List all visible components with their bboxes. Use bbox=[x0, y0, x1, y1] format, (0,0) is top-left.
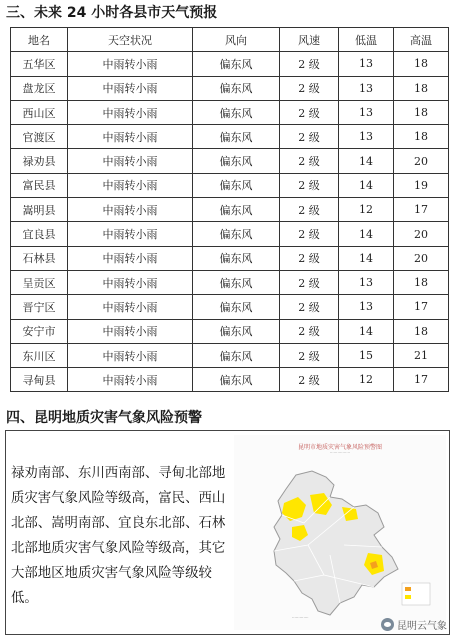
cell-high-temp: 18 bbox=[394, 100, 449, 124]
table-row bbox=[11, 246, 449, 270]
cell-high-temp: 20 bbox=[394, 222, 449, 246]
header-low-temp: 低温 bbox=[339, 28, 394, 52]
cell-sky: 中雨转小雨 bbox=[68, 343, 193, 367]
cell-high-temp: 17 bbox=[394, 368, 449, 392]
cell-low-temp: 14 bbox=[339, 222, 394, 246]
cell-low-temp: 15 bbox=[339, 343, 394, 367]
cell-wind-speed: 2 级 bbox=[280, 149, 339, 173]
table-row bbox=[11, 149, 449, 173]
cell-wind-speed: 2 级 bbox=[280, 246, 339, 270]
cell-location: 西山区 bbox=[11, 100, 68, 124]
table-row bbox=[11, 222, 449, 246]
cell-low-temp: 14 bbox=[339, 246, 394, 270]
cell-wind-speed: 2 级 bbox=[280, 198, 339, 222]
cell-sky: 中雨转小雨 bbox=[68, 149, 193, 173]
cell-location: 寻甸县 bbox=[11, 368, 68, 392]
table-row bbox=[11, 198, 449, 222]
table-row bbox=[11, 173, 449, 197]
header-high-temp: 高温 bbox=[394, 28, 449, 52]
cell-sky: 中雨转小雨 bbox=[68, 76, 193, 100]
cell-sky: 中雨转小雨 bbox=[68, 270, 193, 294]
cell-wind-speed: 2 级 bbox=[280, 368, 339, 392]
cell-wind-speed: 2 级 bbox=[280, 76, 339, 100]
cell-sky: 中雨转小雨 bbox=[68, 368, 193, 392]
table-row bbox=[11, 368, 449, 392]
header-wind-direction: 风向 bbox=[193, 28, 280, 52]
weibo-logo-icon bbox=[381, 618, 394, 631]
cell-wind-speed: 2 级 bbox=[280, 100, 339, 124]
cell-location: 五华区 bbox=[11, 52, 68, 76]
cell-location: 石林县 bbox=[11, 246, 68, 270]
cell-wind-direction: 偏东风 bbox=[193, 198, 280, 222]
forecast-table bbox=[10, 27, 449, 392]
cell-high-temp: 17 bbox=[394, 295, 449, 319]
cell-location: 禄劝县 bbox=[11, 149, 68, 173]
cell-wind-speed: 2 级 bbox=[280, 125, 339, 149]
table-row bbox=[11, 125, 449, 149]
cell-location: 晋宁区 bbox=[11, 295, 68, 319]
cell-wind-direction: 偏东风 bbox=[193, 52, 280, 76]
header-location: 地名 bbox=[11, 28, 68, 52]
cell-sky: 中雨转小雨 bbox=[68, 222, 193, 246]
cell-sky: 中雨转小雨 bbox=[68, 125, 193, 149]
table-row bbox=[11, 76, 449, 100]
cell-sky: 中雨转小雨 bbox=[68, 295, 193, 319]
cell-sky: 中雨转小雨 bbox=[68, 198, 193, 222]
cell-sky: 中雨转小雨 bbox=[68, 100, 193, 124]
table-row bbox=[11, 52, 449, 76]
cell-wind-direction: 偏东风 bbox=[193, 125, 280, 149]
cell-location: 宜良县 bbox=[11, 222, 68, 246]
cell-wind-direction: 偏东风 bbox=[193, 222, 280, 246]
cell-wind-direction: 偏东风 bbox=[193, 343, 280, 367]
cell-sky: 中雨转小雨 bbox=[68, 246, 193, 270]
cell-wind-speed: 2 级 bbox=[280, 319, 339, 343]
cell-low-temp: 13 bbox=[339, 125, 394, 149]
header-wind-speed: 风速 bbox=[280, 28, 339, 52]
cell-high-temp: 18 bbox=[394, 76, 449, 100]
cell-low-temp: 13 bbox=[339, 295, 394, 319]
cell-low-temp: 14 bbox=[339, 173, 394, 197]
cell-wind-speed: 2 级 bbox=[280, 173, 339, 197]
map-title: 昆明市地质灾害气象风险预警图 bbox=[297, 444, 382, 451]
cell-wind-direction: 偏东风 bbox=[193, 76, 280, 100]
cell-location: 盘龙区 bbox=[11, 76, 68, 100]
cell-wind-speed: 2 级 bbox=[280, 222, 339, 246]
risk-map-panel bbox=[234, 435, 446, 630]
header-sky: 天空状况 bbox=[68, 28, 193, 52]
cell-wind-direction: 偏东风 bbox=[193, 295, 280, 319]
cell-high-temp: 19 bbox=[394, 173, 449, 197]
table-row bbox=[11, 343, 449, 367]
cell-wind-speed: 2 级 bbox=[280, 343, 339, 367]
cell-wind-direction: 偏东风 bbox=[193, 368, 280, 392]
cell-wind-direction: 偏东风 bbox=[193, 100, 280, 124]
cell-high-temp: 18 bbox=[394, 125, 449, 149]
cell-location: 东川区 bbox=[11, 343, 68, 367]
cell-high-temp: 17 bbox=[394, 198, 449, 222]
table-row bbox=[11, 270, 449, 294]
cell-location: 安宁市 bbox=[11, 319, 68, 343]
risk-warning-text: 禄劝南部、东川西南部、寻甸北部地质灾害气象风险等级高，富民、西山北部、嵩明南部、宜良东北部、石林北部地质灾害气象风险等级高，其它大部地区地质灾害气象风险等级较低。 bbox=[11, 466, 226, 606]
cell-high-temp: 18 bbox=[394, 319, 449, 343]
map-legend bbox=[402, 583, 430, 605]
cell-sky: 中雨转小雨 bbox=[68, 319, 193, 343]
table-header-row bbox=[11, 28, 449, 52]
cell-high-temp: 21 bbox=[394, 343, 449, 367]
kunming-region-outline bbox=[274, 471, 398, 615]
cell-low-temp: 13 bbox=[339, 270, 394, 294]
cell-high-temp: 20 bbox=[394, 149, 449, 173]
cell-sky: 中雨转小雨 bbox=[68, 52, 193, 76]
table-row bbox=[11, 100, 449, 124]
cell-sky: 中雨转小雨 bbox=[68, 173, 193, 197]
cell-wind-direction: 偏东风 bbox=[193, 319, 280, 343]
cell-location: 官渡区 bbox=[11, 125, 68, 149]
watermark bbox=[381, 617, 447, 632]
cell-wind-direction: 偏东风 bbox=[193, 246, 280, 270]
cell-location: 呈贡区 bbox=[11, 270, 68, 294]
table-row bbox=[11, 295, 449, 319]
table-row bbox=[11, 319, 449, 343]
cell-low-temp: 14 bbox=[339, 149, 394, 173]
cell-low-temp: 14 bbox=[339, 319, 394, 343]
map-illustration bbox=[234, 435, 446, 630]
cell-high-temp: 18 bbox=[394, 52, 449, 76]
watermark-text: 昆明云气象 bbox=[397, 621, 447, 632]
section-4-title: 四、昆明地质灾害气象风险预警 bbox=[6, 410, 202, 426]
cell-wind-direction: 偏东风 bbox=[193, 270, 280, 294]
section-3-title: 三、未来 24 小时各县市天气预报 bbox=[6, 5, 218, 21]
cell-location: 富民县 bbox=[11, 173, 68, 197]
cell-wind-speed: 2 级 bbox=[280, 295, 339, 319]
risk-warning-box bbox=[5, 430, 450, 635]
cell-wind-direction: 偏东风 bbox=[193, 149, 280, 173]
cell-high-temp: 20 bbox=[394, 246, 449, 270]
cell-wind-speed: 2 级 bbox=[280, 270, 339, 294]
cell-low-temp: 13 bbox=[339, 52, 394, 76]
cell-location: 嵩明县 bbox=[11, 198, 68, 222]
cell-wind-direction: 偏东风 bbox=[193, 173, 280, 197]
cell-low-temp: 12 bbox=[339, 368, 394, 392]
cell-high-temp: 18 bbox=[394, 270, 449, 294]
cell-low-temp: 13 bbox=[339, 100, 394, 124]
map-credit: ············· bbox=[292, 615, 309, 620]
map-subtitle: ················ bbox=[329, 450, 351, 455]
cell-low-temp: 12 bbox=[339, 198, 394, 222]
cell-low-temp: 13 bbox=[339, 76, 394, 100]
cell-wind-speed: 2 级 bbox=[280, 52, 339, 76]
